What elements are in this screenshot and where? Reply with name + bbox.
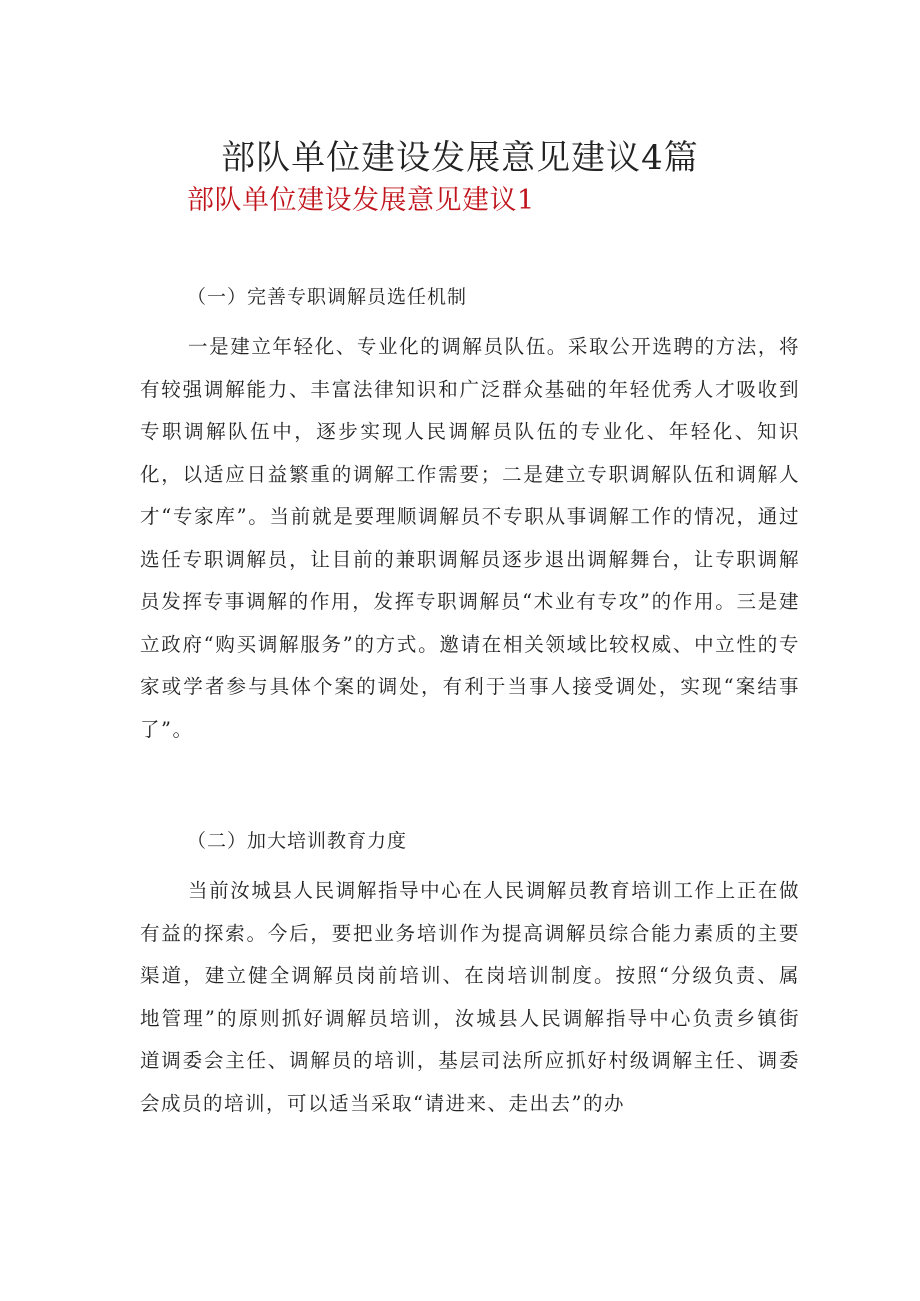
subheading-2: （二）加大培训教育力度 <box>187 830 408 852</box>
paragraph-2: 当前汝城县人民调解指导中心在人民调解员教育培训工作上正在做有益的探索。今后，要把业务培训作为提高调解员综合能力素质的主要渠道，建立健全调解员岗前培训、在岗培训制度。按照“分级负责、属地管理”的原则抓好调解员培训，汝城县人民调解指导中心负责乡镇街道调委会主任、调解员的培训，基层司法所应抓好村级调解主任、调委会成员的培训，可以适当采取“请进来、走出去”的办 <box>140 879 800 1115</box>
paragraph-1: 一是建立年轻化、专业化的调解员队伍。采取公开选聘的方法，将有较强调解能力、丰富法律知识和广泛群众基础的年轻优秀人才吸收到专职调解队伍中，逐步实现人民调解员队伍的专业化、年轻化、知识化，以适应日益繁重的调解工作需要；二是建立专职调解队伍和调解人才“专家库”。当前就是要理顺调解员不专职从事调解工作的情况，通过选任专职调解员，让目前的兼职调解员逐步退出调解舞台，让专职调解员发挥专事调解的作用，发挥专职调解员“术业有专攻”的作用。三是建立政府“购买调解服务”的方式。邀请在相关领域比较权威、中立性的专家或学者参与具体个案的调处，有利于当事人接受调处，实现“案结事了”。 <box>140 335 800 741</box>
subheading-1: （一）完善专职调解员选任机制 <box>187 286 468 308</box>
section-heading: 部队单位建设发展意见建议1 <box>187 185 535 216</box>
document-title: 部队单位建设发展意见建议4篇 <box>221 138 699 178</box>
